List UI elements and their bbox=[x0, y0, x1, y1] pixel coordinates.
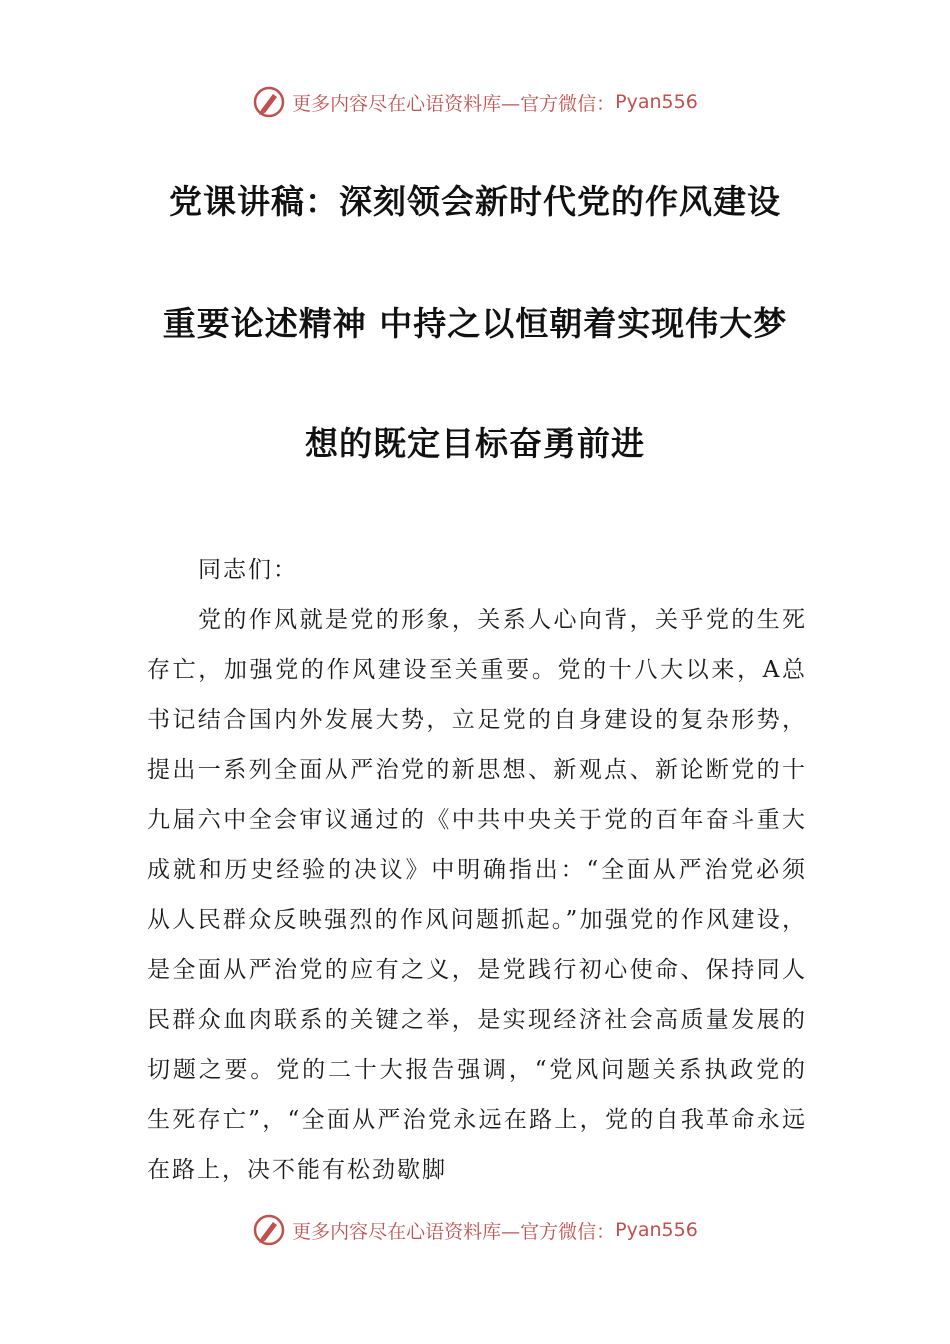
document-body bbox=[147, 545, 807, 1195]
wechat-id: Pyan556 bbox=[615, 91, 698, 113]
document-title-line-1: 党课讲稿：深刻领会新时代党的作风建设 bbox=[169, 182, 781, 221]
watermark-text: 更多内容尽在心语资料库—官方微信： bbox=[292, 1220, 616, 1243]
salutation: 同志们： bbox=[198, 557, 298, 583]
watermark-text: 更多内容尽在心语资料库—官方微信： bbox=[292, 92, 616, 115]
footer-watermark bbox=[0, 1210, 950, 1250]
document-title-line-2: 重要论述精神 中持之以恒朝着实现伟大梦 bbox=[162, 304, 788, 343]
header-watermark bbox=[0, 82, 950, 122]
pen-logo-icon bbox=[252, 85, 286, 119]
document-title-line-3: 想的既定目标奋勇前进 bbox=[305, 424, 645, 463]
pen-logo-icon bbox=[252, 1213, 286, 1247]
wechat-id: Pyan556 bbox=[615, 1219, 698, 1241]
body-paragraph: 党的作风就是党的形象，关系人心向背，关乎党的生死存亡，加强党的作风建设至关重要。党的十八大以来，A总书记结合国内外发展大势，立足党的自身建设的复杂形势，提出一系列全面从严治党的新思想、新观点、新论断党的十九届六中全会审议通过的《中共中央关于党的百年奋斗重大成就和历史经验的决议》中明确指出：“全面从严治党必须从人民群众反映强烈的作风问题抓起。”加强党的作风建设，是全面从严治党的应有之义，是党践行初心使命、保持同人民群众血肉联系的关键之举，是实现经济社会高质量发展的切题之要。党的二十大报告强调，“党风问题关系执政党的生死存亡”，“全面从严治党永远在路上，党的自我革命永远在路上，决不能有松劲歇脚 bbox=[147, 607, 807, 1183]
